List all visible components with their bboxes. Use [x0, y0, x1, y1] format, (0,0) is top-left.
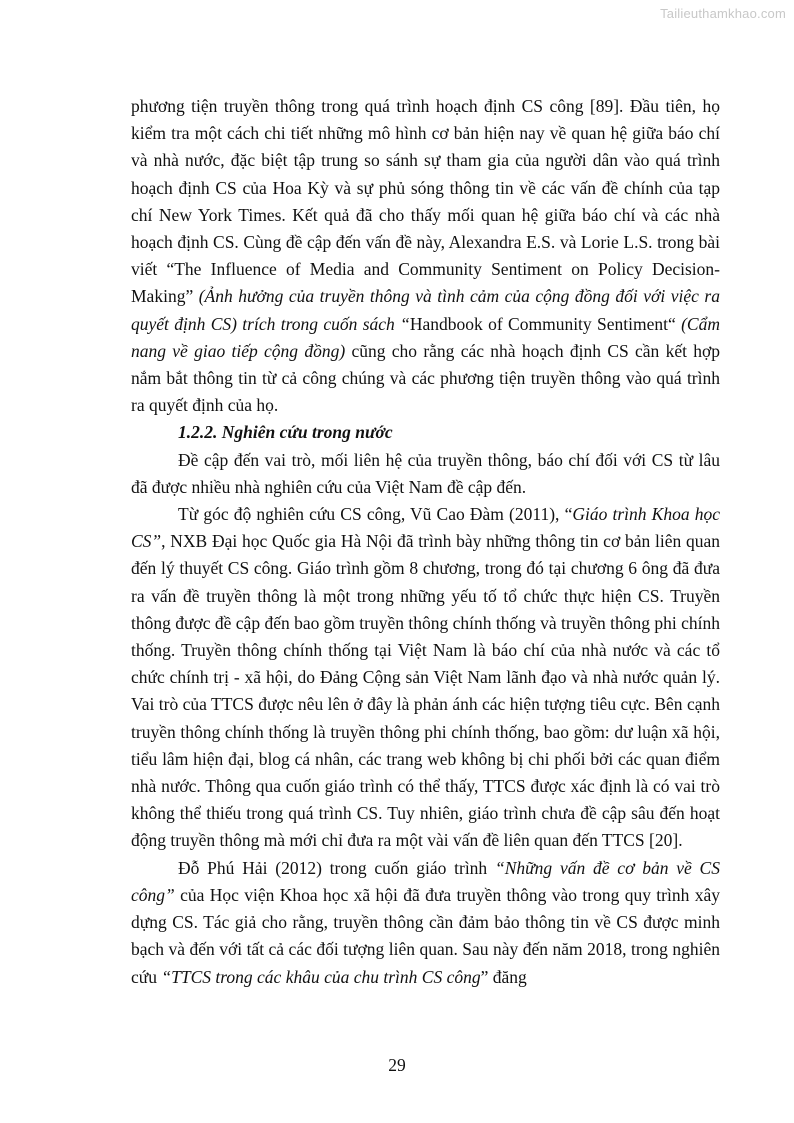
paragraph-4: Đỗ Phú Hải (2012) trong cuốn giáo trình “Những vấn đề cơ bản về CS công” của Học viện Khoa học xã hội đã đưa truyền thông vào trong quy trình xây dựng CS. Tác giả cho rằng, truyền thông cần đảm bảo thông tin về CS được minh bạch và đến với tất cả các đối tượng liên quan. Sau này đến năm 2018, trong nghiên cứu “TTCS trong các khâu của chu trình CS công” đăng	[131, 857, 720, 987]
page-number: 29	[388, 1055, 406, 1075]
paragraph-1: phương tiện truyền thông trong quá trình hoạch định CS công [89]. Đầu tiên, họ kiểm tra một cách chi tiết những mô hình cơ bản hiện nay về quan hệ giữa báo chí và nhà nước, đặc biệt tập trung so sánh sự tham gia của người dân vào quá trình hoạch định CS của Hoa Kỳ và sự phủ sóng thông tin về các vấn đề chính của tạp chí New York Times. Kết quả đã cho thấy mối quan hệ giữa báo chí và các nhà hoạch định CS. Cùng đề cập đến vấn đề này, Alexandra E.S. và Lorie L.S. trong bài viết “The Influence of Media and Community Sentiment on Policy Decision-Making” (Ảnh hưởng của truyền thông và tình cảm của cộng đồng đối với việc ra quyết định CS) trích trong cuốn sách “Handbook of Community Sentiment“ (Cẩm nang về giao tiếp cộng đồng) cũng cho rằng các nhà hoạch định CS cần kết hợp nắm bắt thông tin từ cả công chúng và các phương tiện truyền thông vào quá trình ra quyết định của họ.	[131, 96, 720, 416]
paragraph-2: Đề cập đến vai trò, mối liên hệ của truyền thông, báo chí đối với CS từ lâu đã được nhiều nhà nghiên cứu của Việt Nam đề cập đến.	[131, 449, 720, 497]
page-body	[131, 93, 720, 991]
section-heading: 1.2.2. Nghiên cứu trong nước	[178, 422, 393, 443]
watermark: Tailieuthamkhao.com	[660, 6, 786, 21]
paragraph-3: Từ góc độ nghiên cứu CS công, Vũ Cao Đàm (2011), “Giáo trình Khoa học CS”, NXB Đại học Quốc gia Hà Nội đã trình bày những thông tin cơ bản liên quan đến lý thuyết CS công. Giáo trình gồm 8 chương, trong đó tại chương 6 ông đã đưa ra vấn đề truyền thông là một trong những yếu tố tổ chức thực hiện CS. Truyền thông được đề cập đến bao gồm truyền thông chính thống và truyền thông phi chính thống. Truyền thông chính thống tại Việt Nam là báo chí của nhà nước và các tổ chức chính trị - xã hội, do Đảng Cộng sản Việt Nam lãnh đạo và nhà nước quản lý. Vai trò của TTCS được nêu lên ở đây là phản ánh các hiện tượng tiêu cực. Bên cạnh truyền thông chính thống là truyền thông phi chính thống, bao gồm: dư luận xã hội, tiểu lâm hiện đại, blog cá nhân, các trang web không bị chi phối bởi các quan điểm nhà nước. Thông qua cuốn giáo trình có thể thấy, TTCS được xác định là có vai trò không thể thiếu trong quá trình CS. Tuy nhiên, giáo trình chưa đề cập sâu đến hoạt động truyền thông mà mới chỉ đưa ra một vài vấn đề liên quan đến TTCS [20].	[131, 504, 720, 851]
